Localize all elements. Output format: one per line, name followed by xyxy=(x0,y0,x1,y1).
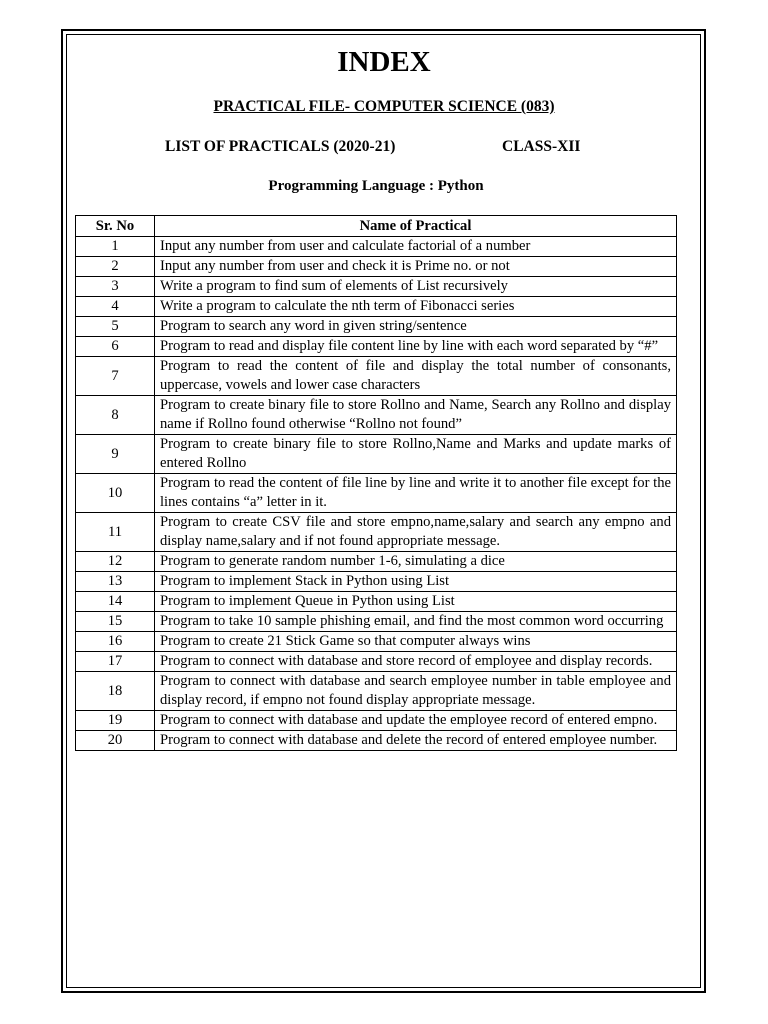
practical-name-cell: Program to read the content of file and display the total number of consonants, uppercase, vowels and lower case characters xyxy=(155,357,677,396)
page-title: INDEX xyxy=(337,46,431,78)
table-row xyxy=(76,612,677,632)
sr-no-cell: 3 xyxy=(76,277,155,297)
practical-name-cell: Input any number from user and calculate factorial of a number xyxy=(155,237,677,257)
sr-no-cell: 12 xyxy=(76,552,155,572)
sr-no-cell: 5 xyxy=(76,317,155,337)
table-header-row xyxy=(76,216,677,237)
practical-name-cell: Program to create 21 Stick Game so that computer always wins xyxy=(155,632,677,652)
sr-no-cell: 19 xyxy=(76,711,155,731)
practical-name-cell: Write a program to find sum of elements of List recursively xyxy=(155,277,677,297)
sr-no-cell: 4 xyxy=(76,297,155,317)
table-row xyxy=(76,396,677,435)
sr-no-cell: 2 xyxy=(76,257,155,277)
table-body xyxy=(76,237,677,751)
table-row xyxy=(76,357,677,396)
document-subtitle: PRACTICAL FILE- COMPUTER SCIENCE (083) xyxy=(213,98,555,115)
table-row xyxy=(76,672,677,711)
practical-name-cell: Write a program to calculate the nth term of Fibonacci series xyxy=(155,297,677,317)
table-row xyxy=(76,711,677,731)
table-row xyxy=(76,277,677,297)
sr-no-cell: 16 xyxy=(76,632,155,652)
practical-name-cell: Program to connect with database and update the employee record of entered empno. xyxy=(155,711,677,731)
table-row xyxy=(76,474,677,513)
sr-no-cell: 11 xyxy=(76,513,155,552)
practical-name-cell: Program to implement Stack in Python using List xyxy=(155,572,677,592)
practical-name-cell: Program to connect with database and search employee number in table employee and display record, if empno not found display appropriate message. xyxy=(155,672,677,711)
sr-no-cell: 6 xyxy=(76,337,155,357)
table-row xyxy=(76,317,677,337)
table-row xyxy=(76,572,677,592)
table-row xyxy=(76,297,677,317)
practical-name-cell: Program to create CSV file and store empno,name,salary and search any empno and display name,salary and if not found appropriate message. xyxy=(155,513,677,552)
practical-name-cell: Program to generate random number 1-6, simulating a dice xyxy=(155,552,677,572)
table-row xyxy=(76,652,677,672)
sr-no-cell: 7 xyxy=(76,357,155,396)
column-header-sr-no: Sr. No xyxy=(76,216,155,237)
sr-no-cell: 18 xyxy=(76,672,155,711)
table-row xyxy=(76,731,677,751)
language-label: Programming Language : Python xyxy=(268,178,484,194)
practical-name-cell: Program to take 10 sample phishing email, and find the most common word occurring xyxy=(155,612,677,632)
class-label: CLASS-XII xyxy=(502,138,581,155)
practical-name-cell: Input any number from user and check it is Prime no. or not xyxy=(155,257,677,277)
sr-no-cell: 20 xyxy=(76,731,155,751)
sr-no-cell: 1 xyxy=(76,237,155,257)
sr-no-cell: 10 xyxy=(76,474,155,513)
table-row xyxy=(76,632,677,652)
practical-name-cell: Program to create binary file to store Rollno,Name and Marks and update marks of entered Rollno xyxy=(155,435,677,474)
practicals-table xyxy=(75,215,677,751)
sr-no-cell: 15 xyxy=(76,612,155,632)
list-heading: LIST OF PRACTICALS (2020-21) xyxy=(165,138,396,155)
practical-name-cell: Program to connect with database and delete the record of entered employee number. xyxy=(155,731,677,751)
table-row xyxy=(76,552,677,572)
column-header-name: Name of Practical xyxy=(155,216,677,237)
practical-name-cell: Program to read and display file content line by line with each word separated by “#” xyxy=(155,337,677,357)
table-row xyxy=(76,237,677,257)
table-row xyxy=(76,513,677,552)
sr-no-cell: 8 xyxy=(76,396,155,435)
practical-name-cell: Program to implement Queue in Python using List xyxy=(155,592,677,612)
practical-name-cell: Program to create binary file to store Rollno and Name, Search any Rollno and display name if Rollno found otherwise “Rollno not found” xyxy=(155,396,677,435)
sr-no-cell: 13 xyxy=(76,572,155,592)
table-row xyxy=(76,257,677,277)
table-row xyxy=(76,592,677,612)
table-row xyxy=(76,435,677,474)
sr-no-cell: 17 xyxy=(76,652,155,672)
practical-name-cell: Program to connect with database and store record of employee and display records. xyxy=(155,652,677,672)
sr-no-cell: 9 xyxy=(76,435,155,474)
practical-name-cell: Program to read the content of file line by line and write it to another file except for the lines contains “a” letter in it. xyxy=(155,474,677,513)
sr-no-cell: 14 xyxy=(76,592,155,612)
practical-name-cell: Program to search any word in given string/sentence xyxy=(155,317,677,337)
table-row xyxy=(76,337,677,357)
